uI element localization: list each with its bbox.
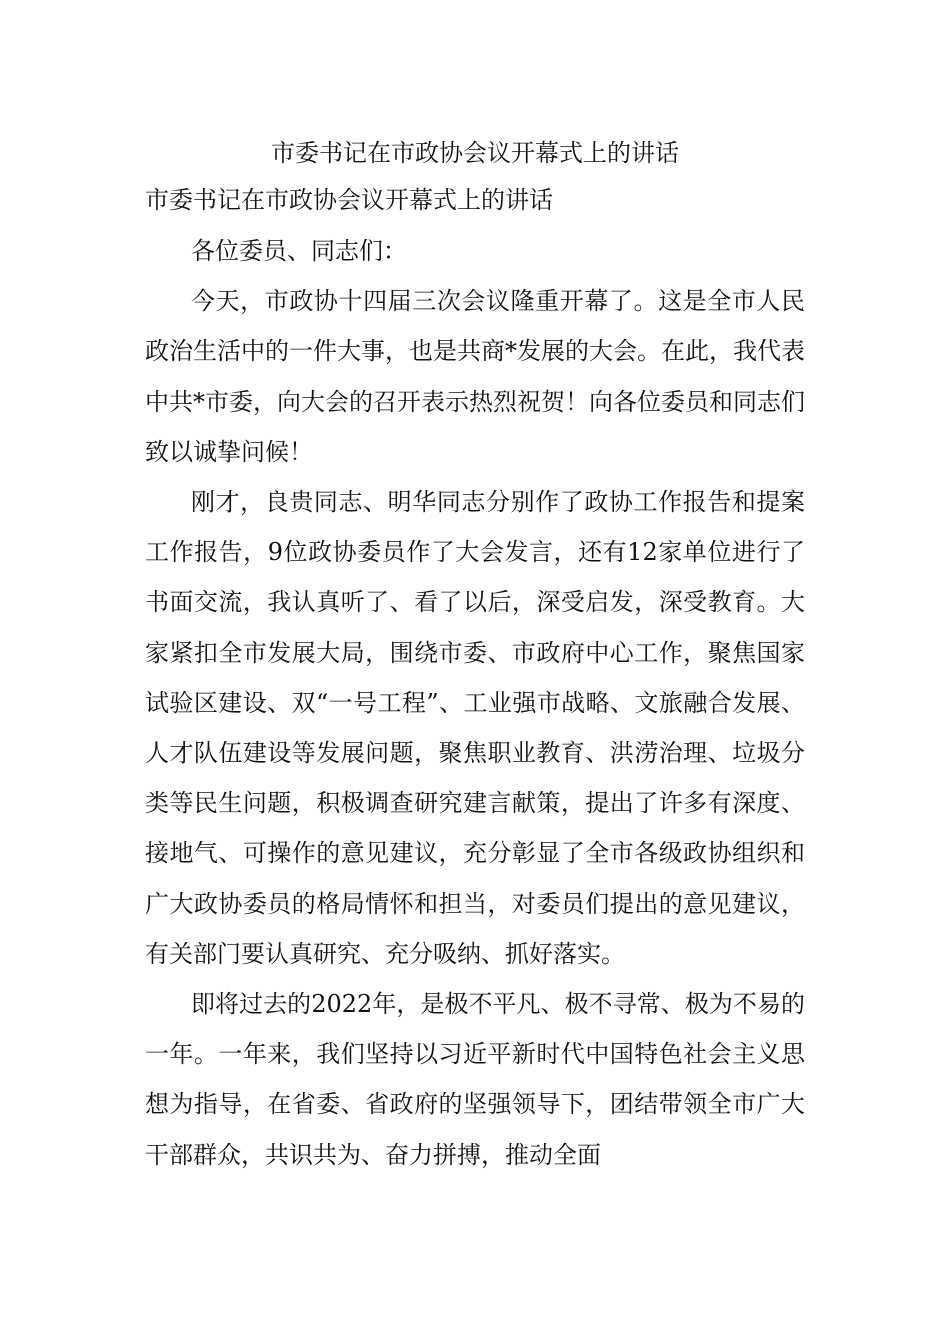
paragraph-year-review: 即将过去的2022年，是极不平凡、极不寻常、极为不易的一年。一年来，我们坚持以习近平新时代中国特色社会主义思想为指导，在省委、省政府的坚强领导下，团结带领全市广大干部群众，共识共为、奋力拼搏，推动全面 <box>145 990 805 1169</box>
paragraph-opening: 今天，市政协十四届三次会议隆重开幕了。这是全市人民政治生活中的一件大事，也是共商*发展的大会。在此，我代表中共*市委，向大会的召开表示热烈祝贺！向各位委员和同志们致以诚挚问候！ <box>145 287 805 466</box>
paragraph-salutation: 各位委员、同志们： <box>191 237 407 265</box>
document-subtitle: 市委书记在市政协会议开幕式上的讲话 <box>145 186 553 214</box>
document-title: 市委书记在市政协会议开幕式上的讲话 <box>271 139 679 167</box>
document-body <box>145 226 805 1180</box>
paragraph-reports: 刚才，良贵同志、明华同志分别作了政协工作报告和提案工作报告，9位政协委员作了大会发言，还有12家单位进行了书面交流，我认真听了、看了以后，深受启发，深受教育。大家紧扣全市发展大局，围绕市委、市政府中心工作，聚焦国家试验区建设、双“一号工程”、工业强市战略、文旅融合发展、人才队伍建设等发展问题，聚焦职业教育、洪涝治理、垃圾分类等民生问题，积极调查研究建言献策，提出了许多有深度、接地气、可操作的意见建议，充分彰显了全市各级政协组织和广大政协委员的格局情怀和担当，对委员们提出的意见建议，有关部门要认真研究、充分吸纳、抓好落实。 <box>145 488 805 968</box>
